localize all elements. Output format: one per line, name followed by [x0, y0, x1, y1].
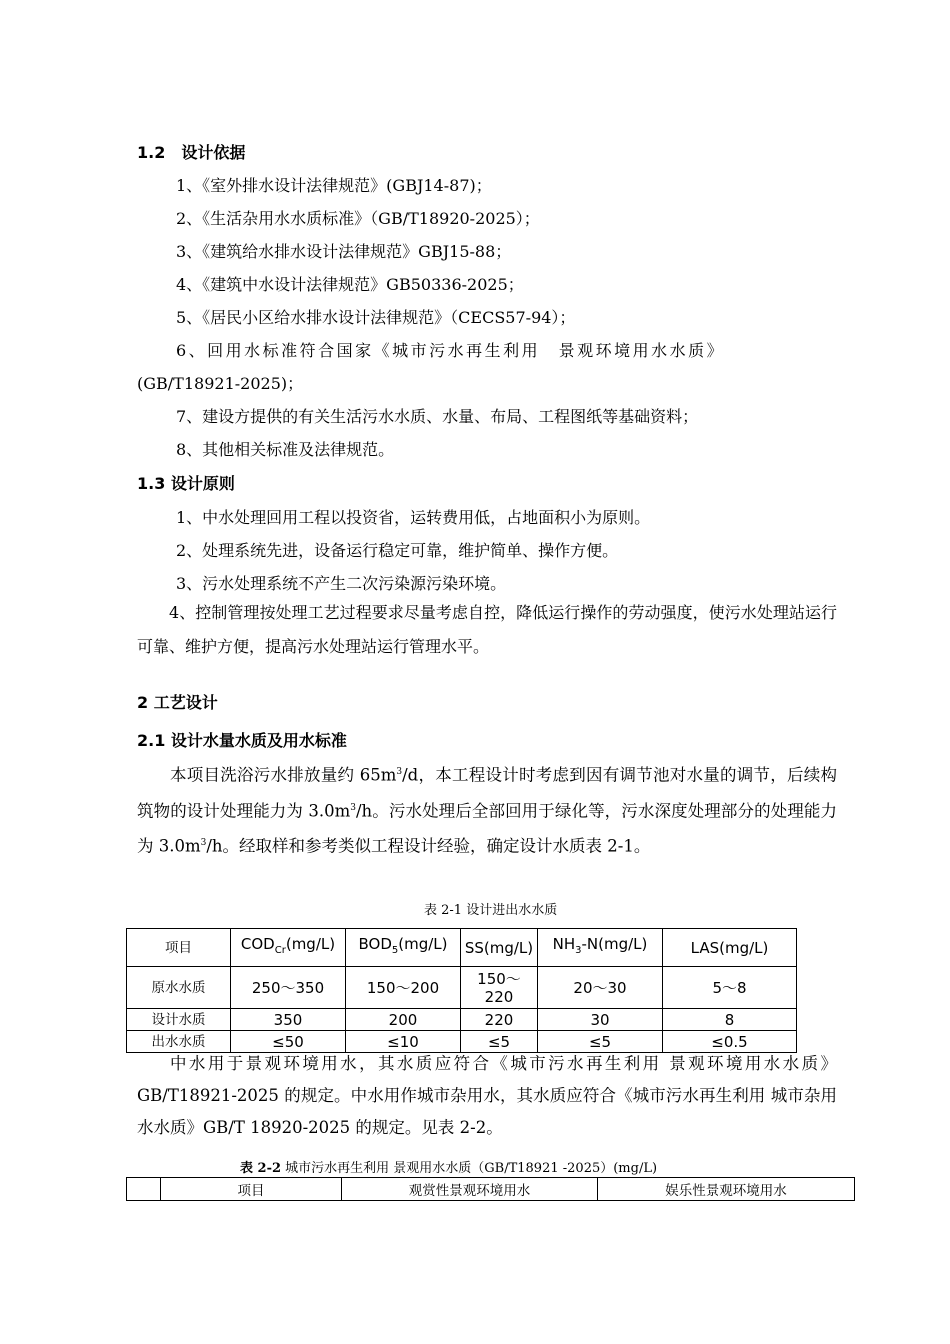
table-row: 原水水质 250～350 150～200 150～220 20～30 5～8: [127, 967, 797, 1009]
basis-item-7: 7、建设方提供的有关生活污水水质、水量、布局、工程图纸等基础资料；: [176, 407, 699, 426]
table-header-row: [127, 1178, 855, 1201]
header-item: 项目: [161, 1178, 342, 1201]
principle-item-4: 4、控制管理按处理工艺过程要求尽量考虑自控，降低运行操作的劳动强度，使污水处理站运行可靠、维护方便，提高污水处理站运行管理水平。: [137, 603, 837, 656]
basis-item-6-line1: 6、回用水标准符合国家《城市污水再生利用 景观环境用水水质》: [176, 341, 726, 360]
header-bod: $BOD_5(mg/L)$: [346, 929, 461, 967]
table-2-2-caption: 表 2-2 城市污水再生利用 景观用水水质（GB/T18921 -2025）(mg/L): [240, 1161, 658, 1176]
section-heading-1-3: 1.3 设计原则: [137, 474, 235, 493]
section-heading-1-2: 1.2 设计依据: [137, 143, 246, 162]
header-item: 项目: [127, 929, 231, 967]
table-row: 出水水质 ≤50 ≤10 ≤5 ≤5 ≤0.5: [127, 1031, 797, 1053]
header-nh3: $NH_3-N(mg/L)$: [538, 929, 663, 967]
table-2-1-caption: 表 2-1 设计进出水水质: [424, 903, 558, 918]
principle-item-4-block: [137, 596, 837, 664]
principle-item-2: 2、处理系统先进，设备运行稳定可靠，维护简单、操作方便。: [176, 541, 619, 560]
header-ss: SS(mg/L): [461, 929, 538, 967]
header-recreational: 娱乐性景观环境用水: [598, 1178, 855, 1201]
basis-item-4: 4、《建筑中水设计法律规范》GB50336-2025；: [176, 275, 524, 294]
water-quality-table: [126, 928, 797, 1053]
table-header-row: [127, 929, 797, 967]
chapter-heading-2: 2 工艺设计: [137, 693, 218, 712]
principle-item-3: 3、污水处理系统不产生二次污染源污染环境。: [176, 574, 507, 593]
header-ornamental: 观赏性景观环境用水: [342, 1178, 598, 1201]
basis-item-8: 8、其他相关标准及法律规范。: [176, 440, 395, 459]
header-las: LAS(mg/L): [663, 929, 797, 967]
landscape-water-table: [126, 1177, 855, 1201]
basis-item-2: 2、《生活杂用水水质标准》（GB/T18920-2025）；: [176, 209, 540, 228]
principle-item-1: 1、中水处理回用工程以投资省，运转费用低，占地面积小为原则。: [176, 508, 651, 527]
basis-item-1: 1、《室外排水设计法律规范》(GBJ14-87)；: [176, 176, 492, 195]
basis-item-6-line2: (GB/T18921-2025)；: [137, 374, 304, 393]
basis-item-3: 3、《建筑给水排水设计法律规范》GBJ15-88；: [176, 242, 512, 261]
basis-item-5: 5、《居民小区给水排水设计法律规范》（CECS57-94）；: [176, 308, 576, 327]
header-cod: $COD_{Cr}(mg/L)$: [231, 929, 346, 967]
section-heading-2-1: 2.1 设计水量水质及用水标准: [137, 731, 347, 750]
reuse-standard-paragraph: 中水用于景观环境用水，其水质应符合《城市污水再生利用 景观环境用水水质》GB/T18921-2025 的规定。中水用作城市杂用水，其水质应符合《城市污水再生利用 城市杂用水水质》GB/T 18920-2025 的规定。见表 2-2。: [137, 1054, 837, 1137]
table-row: 设计水质 350 200 220 30 8: [127, 1009, 797, 1031]
design-water-paragraph: 本项目洗浴污水排放量约 $65m^3/d$，本工程设计时考虑到因有调节池对水量的调节，后续构筑物的设计处理能力为 $3.0m^3/h$。污水处理后全部回用于绿化等，污水深度处理部分的处理能力为 $3.0m^3/h$。经取样和参考类似工程设计经验，确定设计水质表 2-1。: [137, 765, 837, 856]
